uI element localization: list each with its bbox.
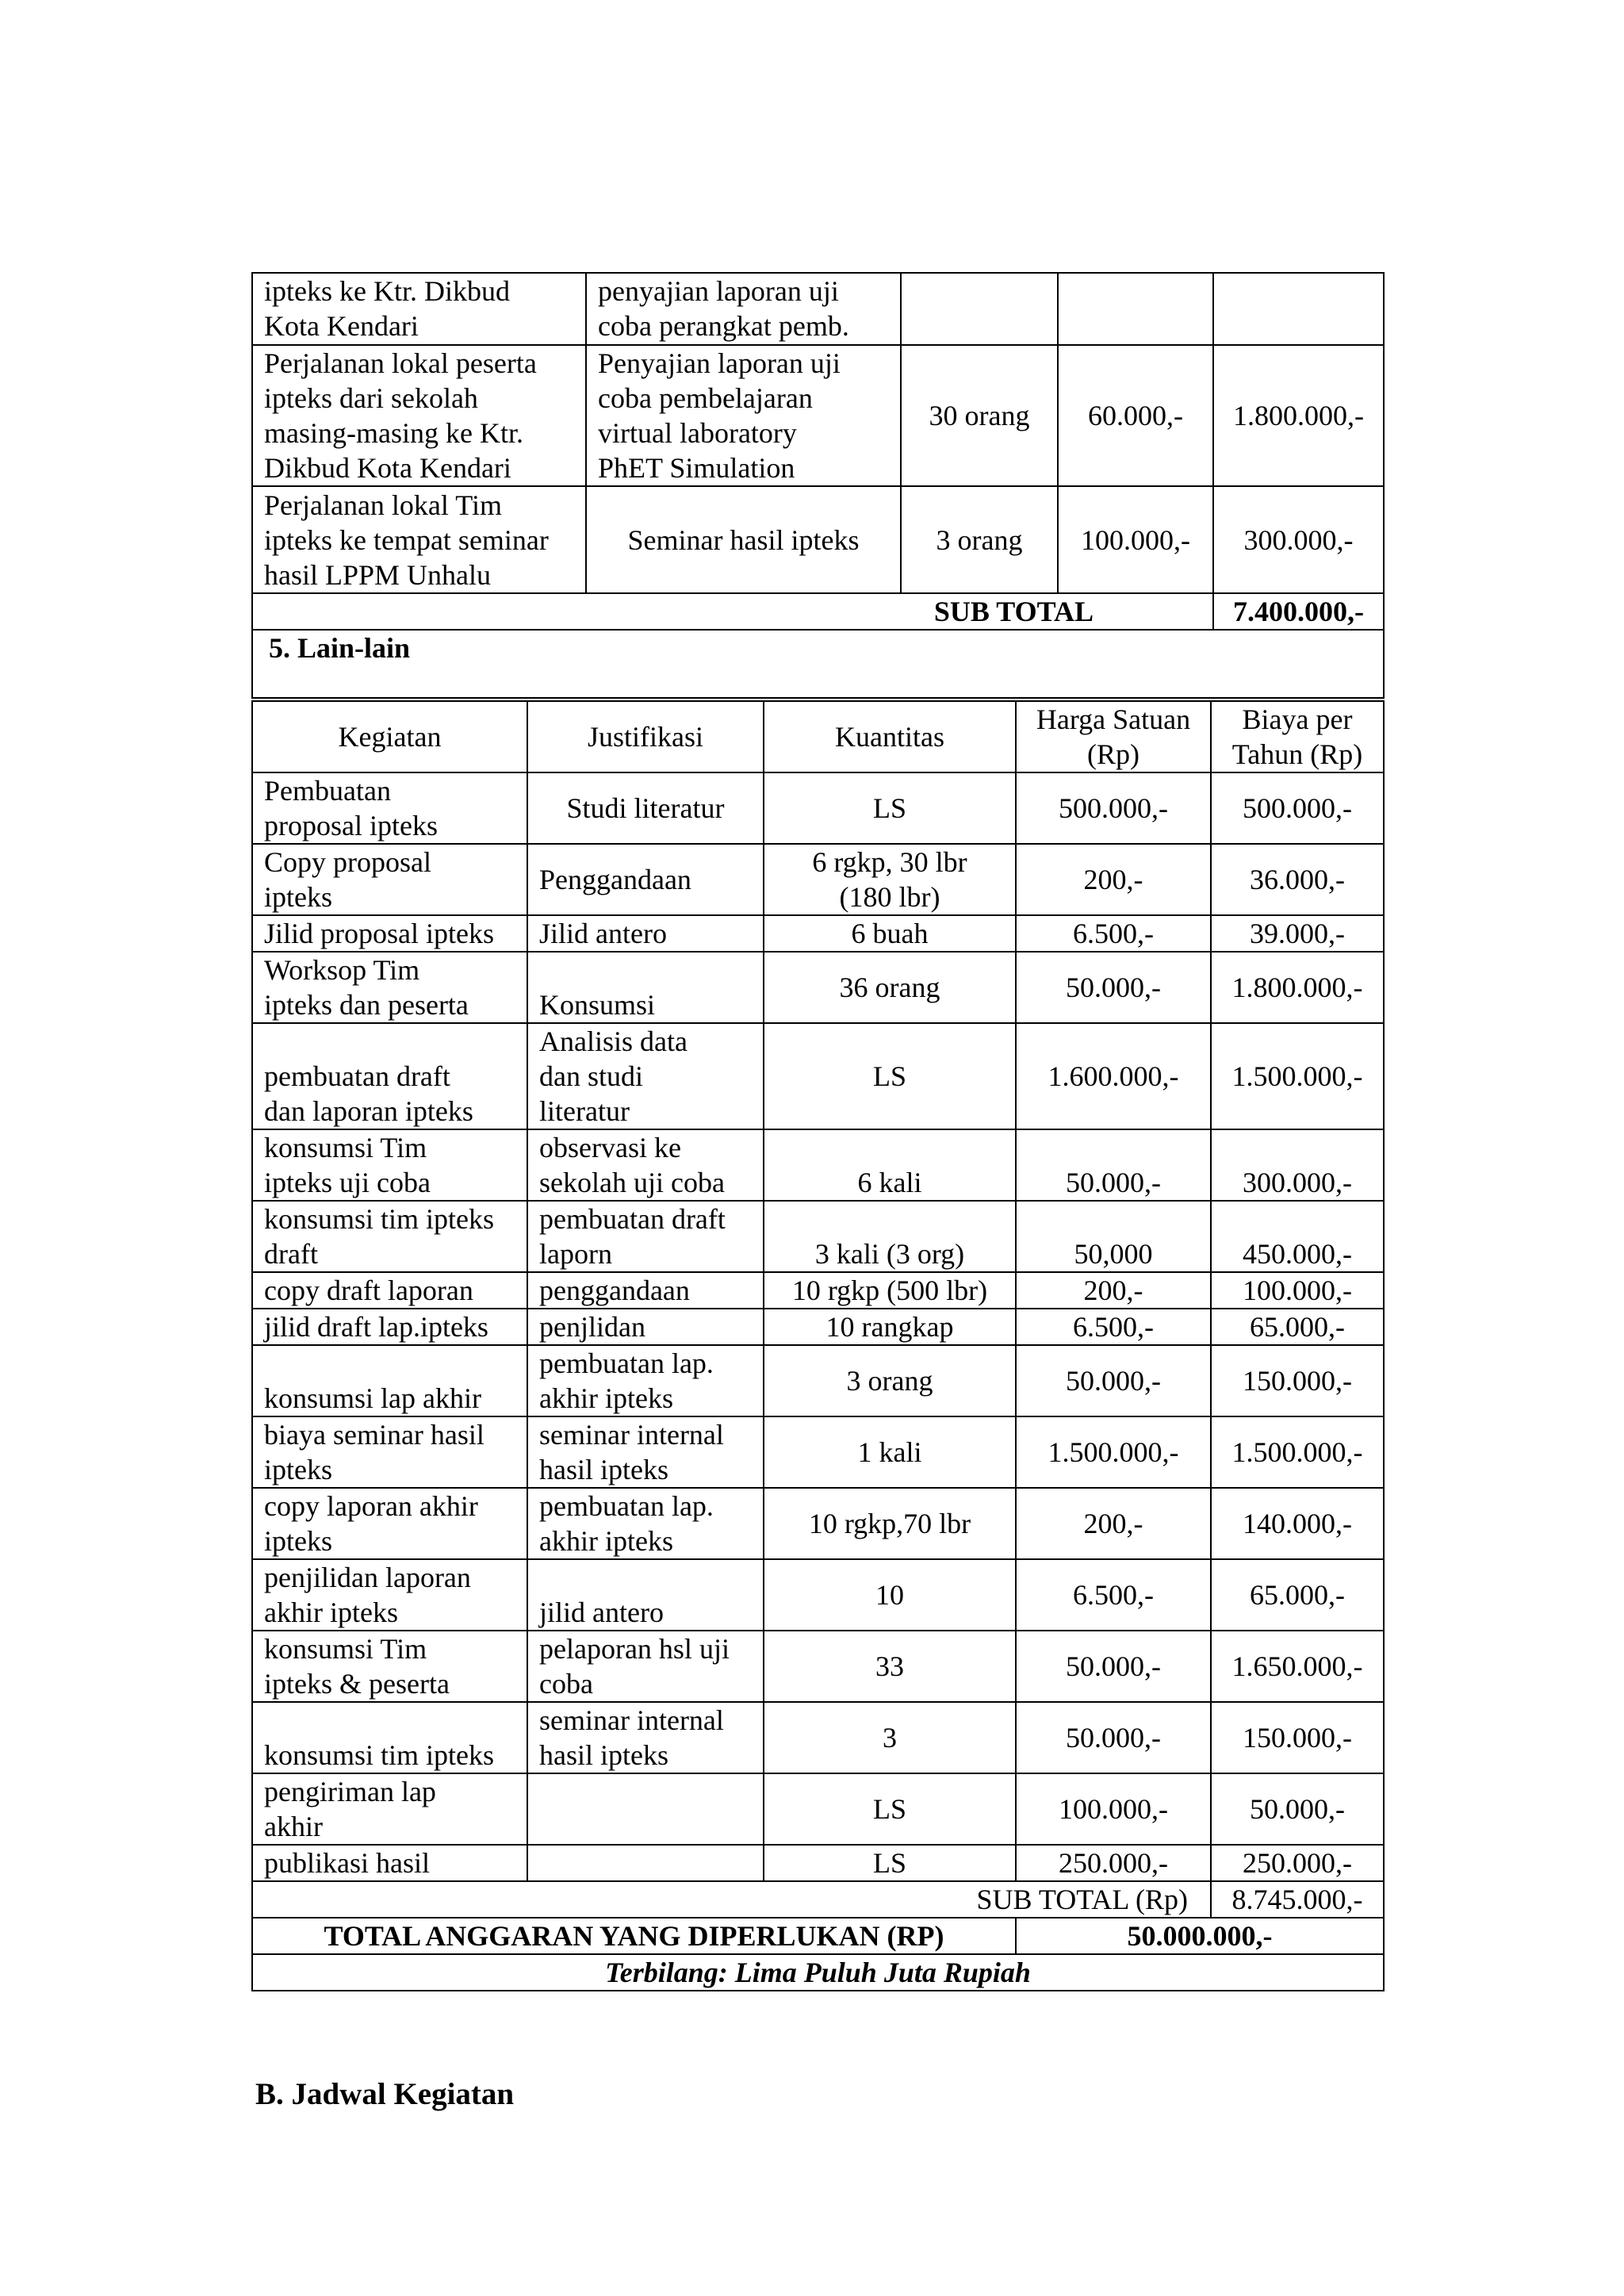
cell-kegiatan: Perjalanan lokal Tim ipteks ke tempat seminar hasil LPPM Unhalu [252, 486, 586, 593]
cell-justifikasi: penggandaan [527, 1272, 764, 1309]
cell-harga: 50,000 [1016, 1201, 1211, 1272]
cell-biaya: 500.000,- [1211, 772, 1384, 844]
cell-harga: 6.500,- [1016, 915, 1211, 952]
cell-harga: 200,- [1016, 1488, 1211, 1559]
cell-justifikasi: pelaporan hsl uji coba [527, 1631, 764, 1702]
subtotal-row [252, 1881, 1384, 1918]
cell-biaya: 1.800.000,- [1211, 952, 1384, 1023]
cell-kuantitas: 10 [764, 1559, 1016, 1631]
cell-kegiatan: pengiriman lap akhir [252, 1773, 527, 1845]
cell-harga: 100.000,- [1016, 1773, 1211, 1845]
header-kuantitas: Kuantitas [764, 701, 1016, 772]
cell-kuantitas: 6 rgkp, 30 lbr (180 lbr) [764, 844, 1016, 915]
cell-justifikasi: Jilid antero [527, 915, 764, 952]
cell-kegiatan: Pembuatan proposal ipteks [252, 772, 527, 844]
total-value: 50.000.000,- [1016, 1918, 1384, 1954]
cell-kegiatan: Copy proposal ipteks [252, 844, 527, 915]
cell-justifikasi: Analisis data dan studi literatur [527, 1023, 764, 1129]
terbilang-text: Terbilang: Lima Puluh Juta Rupiah [252, 1954, 1384, 1991]
cell-harga: 50.000,- [1016, 952, 1211, 1023]
table-row [252, 1559, 1384, 1631]
header-kegiatan: Kegiatan [252, 701, 527, 772]
cell-kegiatan: penjilidan laporan akhir ipteks [252, 1559, 527, 1631]
cell-kegiatan: pembuatan draft dan laporan ipteks [252, 1023, 527, 1129]
cell-biaya: 140.000,- [1211, 1488, 1384, 1559]
cell-kuantitas: 33 [764, 1631, 1016, 1702]
cell-biaya: 100.000,- [1211, 1272, 1384, 1309]
cell-biaya: 450.000,- [1211, 1201, 1384, 1272]
cell-kuantitas: 30 orang [901, 345, 1058, 486]
table-row [252, 1416, 1384, 1488]
subtotal-label: SUB TOTAL [252, 593, 1213, 630]
cell-biaya: 300.000,- [1213, 486, 1384, 593]
table-row [252, 1845, 1384, 1881]
travel-cost-table [251, 272, 1385, 699]
cell-harga: 1.600.000,- [1016, 1023, 1211, 1129]
cell-harga [1058, 273, 1213, 345]
cell-kuantitas: 6 kali [764, 1129, 1016, 1201]
table-row [252, 1702, 1384, 1773]
cell-harga: 1.500.000,- [1016, 1416, 1211, 1488]
header-justifikasi: Justifikasi [527, 701, 764, 772]
cell-kuantitas: LS [764, 1845, 1016, 1881]
cell-biaya: 250.000,- [1211, 1845, 1384, 1881]
cell-kuantitas: 10 rangkap [764, 1309, 1016, 1345]
section-heading-jadwal: B. Jadwal Kegiatan [255, 2077, 515, 2111]
cell-kuantitas: 3 [764, 1702, 1016, 1773]
cell-kuantitas: LS [764, 772, 1016, 844]
cell-harga: 100.000,- [1058, 486, 1213, 593]
cell-kuantitas: 3 orang [901, 486, 1058, 593]
cell-kuantitas: 10 rgkp,70 lbr [764, 1488, 1016, 1559]
cell-kegiatan: ipteks ke Ktr. Dikbud Kota Kendari [252, 273, 586, 345]
cell-kuantitas [901, 273, 1058, 345]
cell-harga: 50.000,- [1016, 1345, 1211, 1416]
cell-kegiatan: Worksop Tim ipteks dan peserta [252, 952, 527, 1023]
cell-biaya: 300.000,- [1211, 1129, 1384, 1201]
lain-lain-table [251, 700, 1385, 1991]
cell-biaya: 65.000,- [1211, 1559, 1384, 1631]
cell-harga: 6.500,- [1016, 1559, 1211, 1631]
cell-biaya: 150.000,- [1211, 1702, 1384, 1773]
table-row [252, 486, 1384, 593]
cell-kegiatan: konsumsi lap akhir [252, 1345, 527, 1416]
table-row [252, 772, 1384, 844]
cell-justifikasi [527, 1773, 764, 1845]
cell-kegiatan: konsumsi Tim ipteks uji coba [252, 1129, 527, 1201]
cell-kuantitas: LS [764, 1023, 1016, 1129]
cell-harga: 60.000,- [1058, 345, 1213, 486]
table-row [252, 952, 1384, 1023]
cell-justifikasi: observasi ke sekolah uji coba [527, 1129, 764, 1201]
cell-biaya: 1.500.000,- [1211, 1416, 1384, 1488]
cell-justifikasi: pembuatan lap. akhir ipteks [527, 1488, 764, 1559]
cell-biaya: 1.500.000,- [1211, 1023, 1384, 1129]
cell-biaya: 39.000,- [1211, 915, 1384, 952]
cell-kuantitas: LS [764, 1773, 1016, 1845]
table-row [252, 273, 1384, 345]
cell-kegiatan: Jilid proposal ipteks [252, 915, 527, 952]
cell-biaya: 50.000,- [1211, 1773, 1384, 1845]
section-title: 5. Lain-lain [252, 630, 1384, 698]
cell-kuantitas: 10 rgkp (500 lbr) [764, 1272, 1016, 1309]
total-row [252, 1918, 1384, 1954]
cell-justifikasi: pembuatan lap. akhir ipteks [527, 1345, 764, 1416]
cell-justifikasi: Konsumsi [527, 952, 764, 1023]
cell-justifikasi: seminar internal hasil ipteks [527, 1702, 764, 1773]
cell-harga: 500.000,- [1016, 772, 1211, 844]
subtotal-label: SUB TOTAL (Rp) [252, 1881, 1211, 1918]
cell-kegiatan: publikasi hasil [252, 1845, 527, 1881]
cell-harga: 50.000,- [1016, 1631, 1211, 1702]
table-row [252, 1129, 1384, 1201]
cell-biaya: 65.000,- [1211, 1309, 1384, 1345]
cell-justifikasi: seminar internal hasil ipteks [527, 1416, 764, 1488]
cell-biaya: 150.000,- [1211, 1345, 1384, 1416]
cell-justifikasi [527, 1845, 764, 1881]
cell-justifikasi: Seminar hasil ipteks [586, 486, 901, 593]
table-row [252, 1201, 1384, 1272]
section-row [252, 630, 1384, 698]
subtotal-value: 8.745.000,- [1211, 1881, 1384, 1918]
cell-justifikasi: Penyajian laporan uji coba pembelajaran virtual laboratory PhET Simulation [586, 345, 901, 486]
cell-kuantitas: 6 buah [764, 915, 1016, 952]
table-row [252, 1345, 1384, 1416]
cell-justifikasi: penyajian laporan uji coba perangkat pemb. [586, 273, 901, 345]
cell-harga: 6.500,- [1016, 1309, 1211, 1345]
cell-kegiatan: konsumsi tim ipteks draft [252, 1201, 527, 1272]
table-row [252, 345, 1384, 486]
table-header-row [252, 701, 1384, 772]
cell-harga: 200,- [1016, 1272, 1211, 1309]
table-row [252, 1488, 1384, 1559]
subtotal-row [252, 593, 1384, 630]
cell-harga: 50.000,- [1016, 1129, 1211, 1201]
header-biaya: Biaya per Tahun (Rp) [1211, 701, 1384, 772]
cell-biaya: 36.000,- [1211, 844, 1384, 915]
terbilang-row [252, 1954, 1384, 1991]
cell-kuantitas: 36 orang [764, 952, 1016, 1023]
table-row [252, 1023, 1384, 1129]
table-row [252, 915, 1384, 952]
table-row [252, 844, 1384, 915]
subtotal-value: 7.400.000,- [1213, 593, 1384, 630]
cell-harga: 250.000,- [1016, 1845, 1211, 1881]
cell-justifikasi: Penggandaan [527, 844, 764, 915]
table-row [252, 1272, 1384, 1309]
table-row [252, 1309, 1384, 1345]
header-harga: Harga Satuan (Rp) [1016, 701, 1211, 772]
cell-biaya [1213, 273, 1384, 345]
table-row [252, 1773, 1384, 1845]
cell-kuantitas: 1 kali [764, 1416, 1016, 1488]
cell-harga: 50.000,- [1016, 1702, 1211, 1773]
total-label: TOTAL ANGGARAN YANG DIPERLUKAN (RP) [252, 1918, 1016, 1954]
cell-justifikasi: pembuatan draft laporn [527, 1201, 764, 1272]
cell-kegiatan: copy draft laporan [252, 1272, 527, 1309]
cell-justifikasi: jilid antero [527, 1559, 764, 1631]
cell-kegiatan: konsumsi Tim ipteks & peserta [252, 1631, 527, 1702]
cell-biaya: 1.650.000,- [1211, 1631, 1384, 1702]
table-row [252, 1631, 1384, 1702]
cell-kuantitas: 3 kali (3 org) [764, 1201, 1016, 1272]
cell-kegiatan: copy laporan akhir ipteks [252, 1488, 527, 1559]
cell-kegiatan: konsumsi tim ipteks [252, 1702, 527, 1773]
cell-justifikasi: Studi literatur [527, 772, 764, 844]
cell-biaya: 1.800.000,- [1213, 345, 1384, 486]
cell-kegiatan: Perjalanan lokal peserta ipteks dari sekolah masing-masing ke Ktr. Dikbud Kota Kendari [252, 345, 586, 486]
cell-kegiatan: biaya seminar hasil ipteks [252, 1416, 527, 1488]
cell-justifikasi: penjlidan [527, 1309, 764, 1345]
cell-kegiatan: jilid draft lap.ipteks [252, 1309, 527, 1345]
cell-kuantitas: 3 orang [764, 1345, 1016, 1416]
cell-harga: 200,- [1016, 844, 1211, 915]
